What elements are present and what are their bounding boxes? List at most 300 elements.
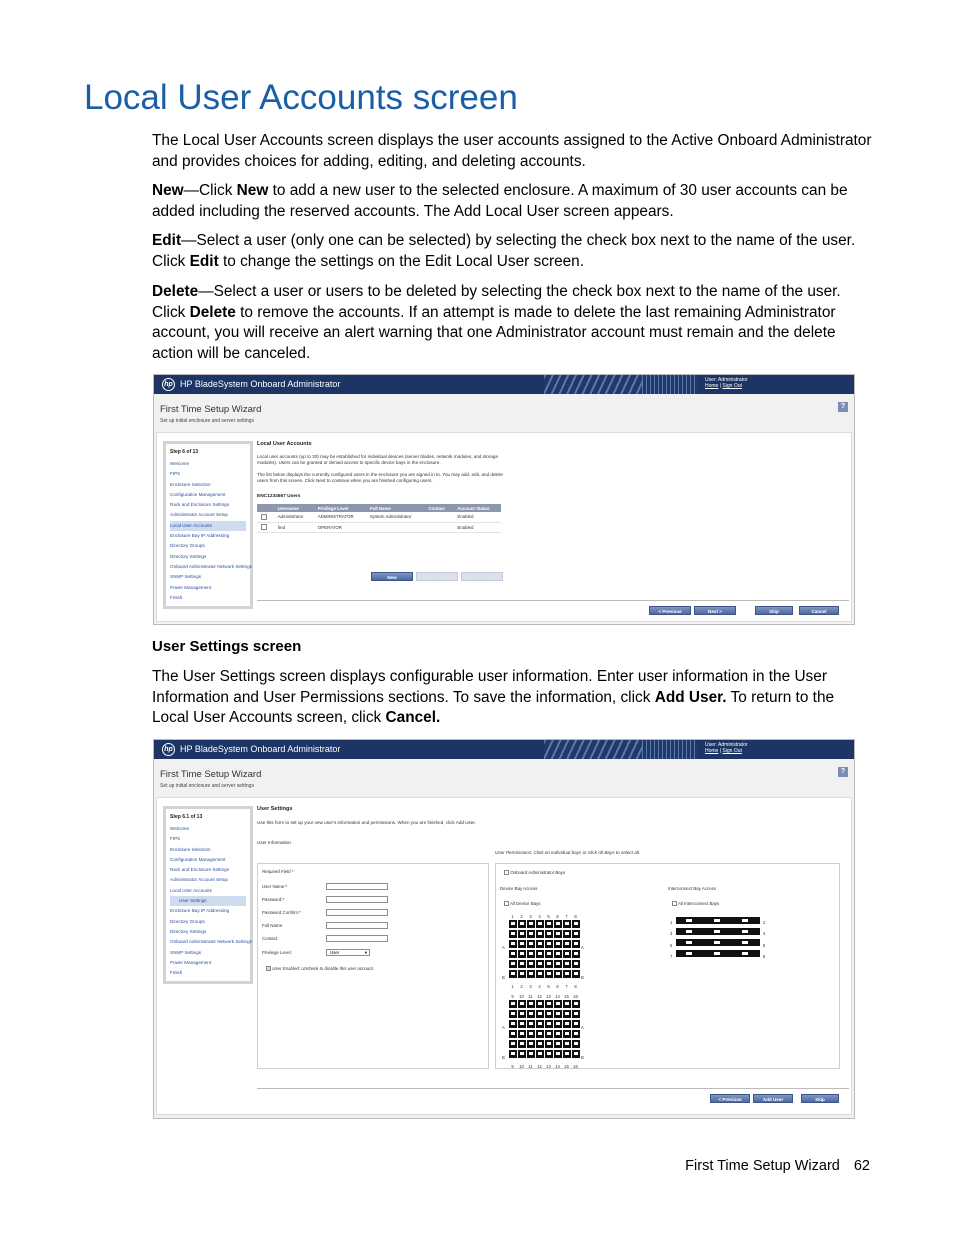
device-bay[interactable] <box>527 930 535 938</box>
device-bay[interactable] <box>509 1040 517 1048</box>
bay-number: 3 <box>529 984 532 989</box>
device-bay[interactable] <box>527 1040 535 1048</box>
password-input[interactable] <box>326 896 388 903</box>
bay-number: 9 <box>511 994 514 999</box>
device-bay[interactable] <box>554 1050 562 1058</box>
contact-cell <box>424 512 453 522</box>
bay-number: 10 <box>519 1064 524 1069</box>
new-paragraph: New—Click New to add a new user to the selected enclosure. A maximum of 30 user accounts can be added including the reserved accounts. The Add Local User screen appears. <box>152 182 848 220</box>
contact-cell <box>424 522 453 532</box>
user-info-panel <box>257 863 489 1069</box>
divider <box>257 1088 849 1089</box>
bay-number: 14 <box>555 1064 560 1069</box>
device-bay[interactable] <box>572 940 580 948</box>
interconnect-number: 6 <box>763 942 766 948</box>
step-item[interactable]: Finish <box>170 594 183 600</box>
device-bay[interactable] <box>509 1020 517 1028</box>
device-bay[interactable] <box>509 1030 517 1038</box>
user-settings-screenshot <box>153 739 855 1119</box>
device-bay[interactable] <box>518 920 526 928</box>
password-confirm-input[interactable] <box>326 909 388 916</box>
step-item[interactable]: SNMP Settings <box>170 574 202 580</box>
status-cell: Enabled <box>453 522 501 532</box>
step-item-selected[interactable]: User Settings <box>170 896 246 906</box>
bay-number: 1 <box>511 984 514 989</box>
bay-side-label: A <box>581 1025 584 1030</box>
section-subheading: User Settings screen <box>152 638 302 655</box>
wizard-subtitle: Set up initial enclosure and server settings <box>160 418 254 424</box>
status-cell: Enabled <box>453 512 501 522</box>
interconnect-bay[interactable] <box>676 950 704 957</box>
interconnect-bay-grid <box>670 916 765 961</box>
section-heading: Local User Accounts <box>257 441 312 447</box>
header-graphic-bars <box>642 740 698 759</box>
device-bay[interactable] <box>563 1020 571 1028</box>
bay-side-label: B <box>581 1055 584 1060</box>
delete-term: Delete <box>152 283 199 300</box>
interconnect-bay[interactable] <box>704 928 732 935</box>
device-bay[interactable] <box>518 1000 526 1008</box>
step-item[interactable]: Rack and Enclosure Settings <box>170 502 229 508</box>
interconnect-bay[interactable] <box>732 917 760 924</box>
device-bay[interactable] <box>572 930 580 938</box>
device-bay[interactable] <box>554 930 562 938</box>
contact-label: Contact: <box>262 936 279 941</box>
table-row <box>257 522 501 532</box>
device-bay[interactable] <box>572 1020 580 1028</box>
bay-row <box>502 1009 584 1019</box>
user-info-label: User Information <box>257 840 291 845</box>
interconnect-bay[interactable] <box>704 939 732 946</box>
device-bay[interactable] <box>518 940 526 948</box>
step-item[interactable]: Directory Settings <box>170 553 207 559</box>
all-device-bays-row: All Device Bays <box>504 901 541 906</box>
interconnect-bay[interactable] <box>676 939 704 946</box>
interconnect-number: 1 <box>670 920 673 926</box>
bay-number: 4 <box>538 984 541 989</box>
step-item[interactable]: Configuration Management <box>170 856 226 862</box>
device-bay[interactable] <box>545 950 553 958</box>
wizard-title: First Time Setup Wizard <box>160 769 262 780</box>
bay-number: 14 <box>555 994 560 999</box>
step-item[interactable]: Welcome <box>170 826 190 831</box>
interconnect-bay[interactable] <box>704 917 732 924</box>
description: Local user accounts (up to 30) may be established for individual devices (server blades, network modules, and storage modules). Users can be granted or denied access to specific device bays in the enclosure. <box>257 454 499 465</box>
step-item[interactable]: Onboard Administrator Network Settings <box>170 939 252 945</box>
step-item[interactable]: Local User Accounts <box>170 887 212 893</box>
bay-side-label: B <box>502 1055 505 1060</box>
device-bay[interactable] <box>509 930 517 938</box>
fullname-cell <box>366 522 425 532</box>
app-title: HP BladeSystem Onboard Administrator <box>180 379 341 389</box>
password-label: Password:* <box>262 897 285 902</box>
device-bay[interactable] <box>545 1040 553 1048</box>
fullname-cell: System Administrator <box>366 512 425 522</box>
wizard-subtitle: Set up initial enclosure and server settings <box>160 783 254 789</box>
description: The list below displays the currently configured users in the enclosure you are signed in to. You may add, edit, and delete users from this screen. Click Next to continue when you are finished configuring users. <box>257 472 503 483</box>
device-bay[interactable] <box>518 970 526 978</box>
user-info: User: Administrator Home | Sign Out <box>705 377 748 389</box>
intro-paragraph: The Local User Accounts screen displays the user accounts assigned to the Active Onboard Administrator and provides choices for adding, editing, and deleting accounts. <box>152 132 872 170</box>
step-item[interactable]: Directory Settings <box>170 928 207 934</box>
user-enabled-row: User Enabled: Uncheck to disable this user account. <box>266 966 374 971</box>
bay-row <box>502 1019 584 1029</box>
footer-section: First Time Setup Wizard <box>685 1158 840 1174</box>
step-item[interactable]: Enclosure Selection <box>170 481 211 487</box>
table-row <box>257 512 501 522</box>
bay-number: 13 <box>546 1064 551 1069</box>
device-bay[interactable] <box>545 920 553 928</box>
device-bay[interactable] <box>554 940 562 948</box>
bay-number: 7 <box>565 984 568 989</box>
device-bay[interactable] <box>518 950 526 958</box>
device-bay[interactable] <box>572 960 580 968</box>
device-bay[interactable] <box>536 950 544 958</box>
oa-bays-row: Onboard Administrator Bays <box>504 870 565 875</box>
device-bay[interactable] <box>545 970 553 978</box>
device-bay[interactable] <box>509 1000 517 1008</box>
device-bay[interactable] <box>572 950 580 958</box>
device-bay[interactable] <box>536 930 544 938</box>
bay-number: 5 <box>547 914 550 919</box>
device-bay[interactable] <box>518 1040 526 1048</box>
username-input[interactable] <box>326 883 388 890</box>
home-link[interactable]: Home <box>705 383 719 389</box>
bay-number: 12 <box>537 994 542 999</box>
device-bay[interactable] <box>554 1000 562 1008</box>
device-bay[interactable] <box>527 1030 535 1038</box>
row-checkbox[interactable] <box>261 514 267 520</box>
wizard-steps <box>163 441 253 609</box>
cancel-button[interactable]: Cancel <box>799 606 839 615</box>
device-bay[interactable] <box>527 940 535 948</box>
device-bay[interactable] <box>545 960 553 968</box>
device-bay[interactable] <box>572 1000 580 1008</box>
device-bay[interactable] <box>563 920 571 928</box>
device-bay[interactable] <box>545 1030 553 1038</box>
device-bay[interactable] <box>527 1010 535 1018</box>
device-bay[interactable] <box>509 960 517 968</box>
device-bay[interactable] <box>527 1000 535 1008</box>
device-bay[interactable] <box>509 940 517 948</box>
device-bay[interactable] <box>527 970 535 978</box>
bay-number: 8 <box>574 984 577 989</box>
help-icon[interactable]: ? <box>838 767 848 777</box>
user-enabled-checkbox[interactable] <box>266 966 271 971</box>
device-bay[interactable] <box>545 940 553 948</box>
previous-button[interactable]: < Previous <box>649 606 691 615</box>
device-bay[interactable] <box>518 1030 526 1038</box>
device-bay-grid <box>502 909 584 1069</box>
device-bay[interactable] <box>536 1020 544 1028</box>
device-bay[interactable] <box>554 1030 562 1038</box>
step-item[interactable]: Power Management <box>170 959 212 965</box>
interconnect-bay[interactable] <box>704 950 732 957</box>
chevron-down-icon: ▾ <box>364 950 367 955</box>
interconnect-bay[interactable] <box>676 928 704 935</box>
device-bays-label: Device Bay Access <box>500 886 538 891</box>
username-cell: fred <box>274 522 314 532</box>
skip-button[interactable]: Skip <box>801 1094 839 1103</box>
all-interconnect-bays-checkbox[interactable] <box>672 901 677 906</box>
step-item[interactable]: Administrator Account Setup <box>170 512 228 518</box>
device-bay[interactable] <box>563 960 571 968</box>
step-item[interactable]: Configuration Management <box>170 491 226 497</box>
privilege-cell: ADMINISTRATOR <box>314 512 366 522</box>
bay-number: 15 <box>564 994 569 999</box>
device-bay[interactable] <box>563 950 571 958</box>
step-item[interactable]: Onboard Administrator Network Settings <box>170 563 252 569</box>
new-button[interactable]: New <box>371 572 413 581</box>
device-bay[interactable] <box>554 970 562 978</box>
interconnect-bay[interactable] <box>732 928 760 935</box>
skip-button[interactable]: Skip <box>755 606 793 615</box>
device-bay[interactable] <box>536 940 544 948</box>
bay-number-row <box>502 989 584 999</box>
bay-row <box>502 949 584 959</box>
step-item[interactable]: Directory Groups <box>170 543 205 549</box>
device-bay[interactable] <box>554 960 562 968</box>
privilege-select[interactable]: User ▾ <box>326 949 370 956</box>
wizard-steps <box>163 806 253 984</box>
device-bay[interactable] <box>527 1050 535 1058</box>
col-header: Contact <box>424 504 453 512</box>
device-bay[interactable] <box>545 1010 553 1018</box>
bay-number: 3 <box>529 914 532 919</box>
device-bay[interactable] <box>563 1030 571 1038</box>
bay-row <box>502 969 584 979</box>
local-users-panel <box>257 441 503 533</box>
fullname-label: Full Name: <box>262 923 284 928</box>
fullname-input[interactable] <box>326 922 388 929</box>
step-item[interactable]: Power Management <box>170 584 212 590</box>
interconnect-bays-label: Interconnect Bay Access <box>668 886 717 891</box>
page-number: 62 <box>853 1158 870 1174</box>
all-device-bays-checkbox[interactable] <box>504 901 509 906</box>
device-bay[interactable] <box>554 950 562 958</box>
bay-number: 16 <box>573 1064 578 1069</box>
delete-paragraph: Delete—Select a user or users to be deleted by selecting the check box next to the name of the user. Click Delete to remove the accounts. If an attempt is made to delete the last remaining Administrator account, you will receive an alert warning that one Administrator account must remain and the delete action will be canceled. <box>152 283 841 362</box>
contact-input[interactable] <box>326 935 388 942</box>
device-bay[interactable] <box>527 920 535 928</box>
device-bay[interactable] <box>518 930 526 938</box>
device-bay[interactable] <box>563 1010 571 1018</box>
device-bay[interactable] <box>572 1030 580 1038</box>
step-item[interactable]: FIPS <box>170 836 181 842</box>
bay-side-label: A <box>502 1025 505 1030</box>
device-bay[interactable] <box>563 940 571 948</box>
device-bay[interactable] <box>545 1000 553 1008</box>
page-title: Local User Accounts screen <box>84 78 518 117</box>
device-bay[interactable] <box>572 920 580 928</box>
next-button[interactable]: Next > <box>694 606 736 615</box>
bay-side-label: B <box>502 975 505 980</box>
bay-row <box>502 1029 584 1039</box>
step-item[interactable]: Enclosure Bay IP Addressing <box>170 908 230 914</box>
username-label: User Name:* <box>262 884 288 889</box>
device-bay[interactable] <box>563 970 571 978</box>
add-user-term: Add User. <box>654 688 727 706</box>
device-bay[interactable] <box>536 970 544 978</box>
device-bay[interactable] <box>545 1050 553 1058</box>
step-item-selected[interactable]: Local User Accounts <box>170 521 246 531</box>
device-bay[interactable] <box>536 1040 544 1048</box>
home-link[interactable]: Home <box>705 748 719 754</box>
col-header: Full Name <box>366 504 425 512</box>
bay-number: 6 <box>556 914 559 919</box>
device-bay[interactable] <box>563 930 571 938</box>
device-bay[interactable] <box>527 1020 535 1028</box>
bay-side-label: B <box>581 975 584 980</box>
new-term: New <box>152 182 184 199</box>
permissions-panel <box>495 863 840 1069</box>
wizard-title: First Time Setup Wizard <box>160 404 262 415</box>
device-bay[interactable] <box>509 920 517 928</box>
delete-button[interactable]: Delete <box>461 572 503 581</box>
col-header: Username <box>274 504 314 512</box>
edit-paragraph: Edit—Select a user (only one can be selected) by selecting the check box next to the name of the user. Click Edit to change the settings on the Edit Local User screen. <box>152 232 856 270</box>
bay-row <box>502 939 584 949</box>
device-bay[interactable] <box>509 950 517 958</box>
required-note: Required Field * <box>262 869 294 874</box>
cancel-term: Cancel. <box>385 709 441 726</box>
step-counter: Step 6 of 13 <box>170 449 199 455</box>
device-bay[interactable] <box>572 1040 580 1048</box>
interconnect-number: 8 <box>763 953 766 959</box>
device-bay[interactable] <box>527 950 535 958</box>
col-header: Account Status <box>453 504 501 512</box>
step-item[interactable]: SNMP Settings <box>170 949 202 955</box>
wizard-content <box>156 797 852 1115</box>
step-item[interactable]: Enclosure Bay IP Addressing <box>170 533 230 539</box>
device-bay[interactable] <box>563 1000 571 1008</box>
previous-button[interactable]: < Previous <box>710 1094 750 1103</box>
bay-number: 10 <box>519 994 524 999</box>
device-bay[interactable] <box>536 1000 544 1008</box>
device-bay[interactable] <box>545 1020 553 1028</box>
interconnect-bay[interactable] <box>676 917 704 924</box>
edit-term: Edit <box>152 232 182 249</box>
sign-out-link[interactable]: Sign Out <box>722 748 742 754</box>
hp-logo: hp <box>162 378 175 391</box>
step-counter: Step 6.1 of 13 <box>170 814 203 820</box>
bay-side-label: A <box>502 945 505 950</box>
bay-row <box>502 919 584 929</box>
bay-number: 11 <box>528 994 533 999</box>
hp-logo: hp <box>162 743 175 756</box>
password-confirm-label: Password Confirm:* <box>262 910 301 915</box>
wizard-content <box>156 432 852 622</box>
bay-row <box>502 1039 584 1049</box>
interconnect-number: 5 <box>670 942 673 948</box>
bay-number: 9 <box>511 1064 514 1069</box>
enclosure-users-label: ENC1234567 Users <box>257 494 301 499</box>
step-item[interactable]: FIPS <box>170 471 181 477</box>
step-item[interactable]: Welcome <box>170 461 190 466</box>
device-bay[interactable] <box>536 960 544 968</box>
device-bay[interactable] <box>545 930 553 938</box>
bay-row <box>502 959 584 969</box>
device-bay[interactable] <box>554 920 562 928</box>
page-footer <box>671 1158 870 1174</box>
device-bay[interactable] <box>554 1040 562 1048</box>
bay-number: 16 <box>573 994 578 999</box>
header-graphic-bars <box>642 375 698 394</box>
interconnect-row <box>670 916 765 927</box>
bay-number: 1 <box>511 914 514 919</box>
user-settings-paragraph: The User Settings screen displays configurable user information. Enter user information in the User Information and User Permissions sections. To save the information, click Add User. To return to the Local User Accounts screen, click Cancel. <box>152 668 835 726</box>
device-bay[interactable] <box>518 960 526 968</box>
divider <box>257 600 849 601</box>
step-item[interactable]: Enclosure Selection <box>170 846 211 852</box>
sign-out-link[interactable]: Sign Out <box>722 383 742 389</box>
device-bay[interactable] <box>509 1010 517 1018</box>
row-checkbox[interactable] <box>261 524 267 530</box>
col-header <box>257 504 274 512</box>
device-bay[interactable] <box>563 1050 571 1058</box>
username-cell: Administrator <box>274 512 314 522</box>
oa-bays-checkbox[interactable] <box>504 870 509 875</box>
bay-row <box>502 1049 584 1059</box>
bay-row <box>502 929 584 939</box>
bay-number: 2 <box>520 984 523 989</box>
bay-number-row <box>502 1059 584 1069</box>
device-bay[interactable] <box>518 1020 526 1028</box>
user-settings-header <box>257 806 517 846</box>
step-item[interactable]: Finish <box>170 970 183 976</box>
device-bay[interactable] <box>509 970 517 978</box>
help-icon[interactable]: ? <box>838 402 848 412</box>
bay-row <box>502 999 584 1009</box>
device-bay[interactable] <box>518 1050 526 1058</box>
bay-number: 15 <box>564 1064 569 1069</box>
add-user-button[interactable]: Add User <box>753 1094 793 1103</box>
device-bay[interactable] <box>572 1050 580 1058</box>
step-item[interactable]: Rack and Enclosure Settings <box>170 867 229 873</box>
description: Use this form to set up your new user's information and permissions. When you are finished, click Add User. <box>257 820 476 825</box>
interconnect-bay[interactable] <box>732 950 760 957</box>
step-item[interactable]: Directory Groups <box>170 918 205 924</box>
bay-number: 2 <box>520 914 523 919</box>
edit-button[interactable]: Edit <box>416 572 458 581</box>
privilege-cell: OPERATOR <box>314 522 366 532</box>
interconnect-number: 4 <box>763 931 766 937</box>
bay-number: 6 <box>556 984 559 989</box>
device-bay[interactable] <box>536 1050 544 1058</box>
device-bay[interactable] <box>518 1010 526 1018</box>
interconnect-number: 3 <box>670 931 673 937</box>
interconnect-row <box>670 950 765 961</box>
device-bay[interactable] <box>554 1020 562 1028</box>
device-bay[interactable] <box>536 920 544 928</box>
device-bay[interactable] <box>509 1050 517 1058</box>
device-bay[interactable] <box>554 1010 562 1018</box>
device-bay[interactable] <box>572 1010 580 1018</box>
all-interconnect-bays-row: All Interconnect Bays <box>672 901 719 906</box>
device-bay[interactable] <box>536 1010 544 1018</box>
app-header-bar <box>154 740 854 759</box>
section-heading: User Settings <box>257 806 293 812</box>
bay-number: 7 <box>565 914 568 919</box>
device-bay[interactable] <box>572 970 580 978</box>
interconnect-bay[interactable] <box>732 939 760 946</box>
device-bay[interactable] <box>527 960 535 968</box>
bay-number: 4 <box>538 914 541 919</box>
step-item[interactable]: Administrator Account Setup <box>170 877 228 883</box>
device-bay[interactable] <box>563 1040 571 1048</box>
app-header-bar <box>154 375 854 394</box>
device-bay[interactable] <box>536 1030 544 1038</box>
